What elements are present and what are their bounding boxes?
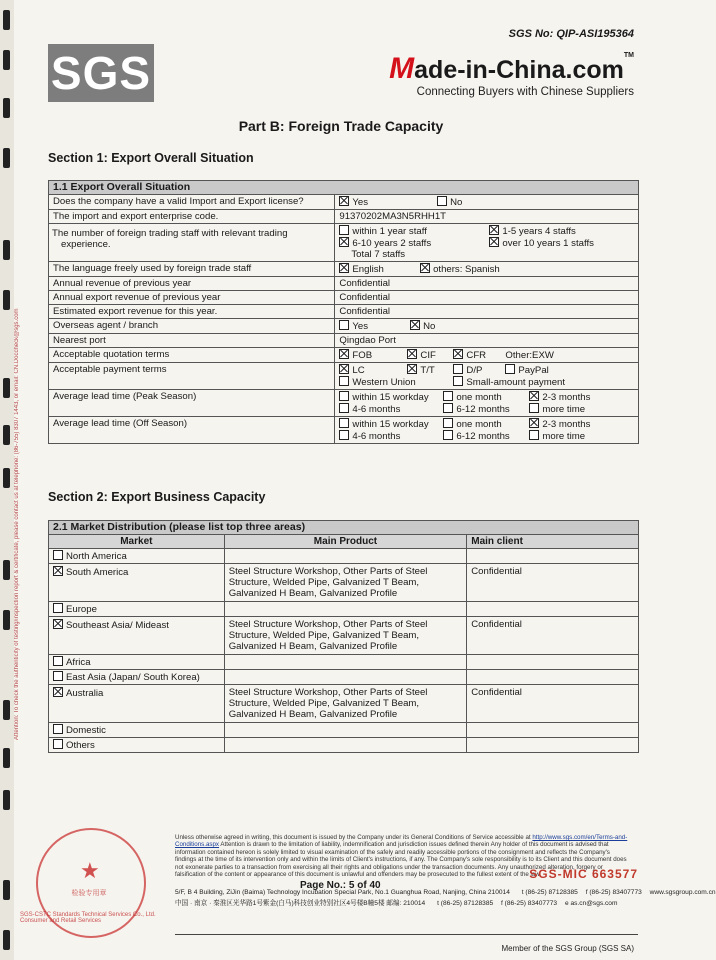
table-row bbox=[49, 549, 639, 564]
table-row bbox=[49, 363, 639, 390]
option-label: PayPal bbox=[518, 365, 549, 376]
stamp-caption: SGS-CSTC Standards Technical Services Co., Ltd. Consumer and Retail Services bbox=[20, 912, 156, 924]
client-cell bbox=[467, 723, 639, 738]
checkbox[interactable] bbox=[339, 430, 349, 440]
market-name: East Asia (Japan/ South Korea) bbox=[66, 672, 200, 683]
client-cell: Confidential bbox=[467, 564, 639, 602]
binding-hole bbox=[3, 148, 10, 168]
checkbox-checked[interactable] bbox=[53, 619, 63, 629]
checkbox[interactable] bbox=[443, 403, 453, 413]
export-overall-table bbox=[48, 180, 639, 444]
option-label: one month bbox=[456, 392, 502, 403]
option-label: 6-12 months bbox=[456, 431, 510, 442]
binding-hole bbox=[3, 468, 10, 488]
table-row bbox=[49, 723, 639, 738]
table-row bbox=[49, 655, 639, 670]
binding-hole bbox=[3, 290, 10, 310]
table-row bbox=[49, 685, 639, 723]
market-name: Africa bbox=[66, 657, 91, 668]
table-row bbox=[49, 617, 639, 655]
market-distribution-table bbox=[48, 520, 639, 753]
market-name: Europe bbox=[66, 604, 97, 615]
option-label: CFR bbox=[466, 350, 487, 361]
client-cell: Confidential bbox=[467, 617, 639, 655]
table-row bbox=[49, 277, 639, 291]
option-label: D/P bbox=[466, 365, 483, 376]
export-revenue-value: Confidential bbox=[335, 291, 639, 305]
address-block bbox=[175, 887, 716, 909]
checkbox-checked[interactable] bbox=[339, 263, 349, 273]
option-label: over 10 years 1 staffs bbox=[502, 238, 594, 249]
mic-tagline: Connecting Buyers with Chinese Suppliers bbox=[416, 86, 634, 98]
table-row bbox=[49, 348, 639, 363]
email: e as.cn@sgs.com bbox=[564, 900, 618, 907]
checkbox-checked[interactable] bbox=[339, 349, 349, 359]
binding-hole bbox=[3, 98, 10, 118]
product-cell: Steel Structure Workshop, Other Parts of Steel Structure, Welded Pipe, Galvanized T Beam, Galvanized H Beam, Galvanized Profile bbox=[224, 564, 467, 602]
checkbox[interactable] bbox=[339, 418, 349, 428]
checkbox[interactable] bbox=[53, 603, 63, 613]
product-cell bbox=[224, 655, 467, 670]
license-question: Does the company have a valid Import and Export license? bbox=[49, 195, 335, 210]
option-label: 6-12 months bbox=[456, 404, 510, 415]
mic-logo-m: M bbox=[389, 52, 415, 85]
market-name: Southeast Asia/ Mideast bbox=[66, 620, 169, 631]
table-row bbox=[49, 564, 639, 602]
agent-question: Overseas agent / branch bbox=[49, 319, 335, 334]
market-name: Others bbox=[66, 740, 95, 751]
checkbox[interactable] bbox=[339, 403, 349, 413]
checkbox-checked[interactable] bbox=[489, 225, 499, 235]
address-cn: 中国 · 南京 · 秦淮区光华路1号紫金(白马)科技创业特别社区4号楼B幢5楼 邮编: 210014 bbox=[175, 900, 426, 907]
fax: f (86-25) 83407773 bbox=[501, 900, 558, 907]
binding-hole bbox=[3, 700, 10, 720]
code-question: The import and export enterprise code. bbox=[49, 210, 335, 224]
footer-divider bbox=[175, 934, 638, 935]
binding-hole bbox=[3, 425, 10, 445]
checkbox-checked[interactable] bbox=[410, 320, 420, 330]
option-label: LC bbox=[352, 365, 365, 376]
checkbox[interactable] bbox=[53, 656, 63, 666]
option-label: within 15 workday bbox=[352, 392, 429, 403]
checkbox-checked[interactable] bbox=[529, 391, 539, 401]
product-cell bbox=[224, 549, 467, 564]
table-row bbox=[49, 305, 639, 319]
section2-title: Section 2: Export Business Capacity bbox=[48, 490, 266, 504]
code-value: 91370202MA3N5RHH1T bbox=[335, 210, 639, 224]
market-cell bbox=[49, 738, 225, 753]
table-row bbox=[49, 602, 639, 617]
language-question: The language freely used by foreign trade staff bbox=[49, 262, 335, 277]
option-label: No bbox=[450, 197, 463, 208]
product-cell bbox=[224, 738, 467, 753]
table-row bbox=[49, 390, 639, 417]
disclaimer-text: Unless otherwise agreed in writing, this document is issued by the Company under its General Conditions of Service accessible at bbox=[175, 834, 531, 841]
disclaimer-text: Attention is drawn to the limitation of liability, indemnification and jurisdiction issues defined therein Any holder of this document is advised that information contained hereon is solely limited to visual examination of the safely and readily accessible portions of the consignment and reflects the Company's findings at the time of its intervention only and within the limits of Client's instructions, if any. The Company's sole responsibility is to its Client and this document does not exonerate parties to a transaction from exercising all their rights and obligations under the transaction documents. Any unauthorized alteration, forgery or falsification of the content or appearance of this document is unlawful and offenders may be prosecuted to the fullest extent of the law. bbox=[175, 841, 627, 879]
checkbox[interactable] bbox=[453, 364, 463, 374]
client-cell bbox=[467, 549, 639, 564]
binding-hole bbox=[3, 240, 10, 260]
option-label: 4-6 months bbox=[352, 431, 401, 442]
tel: t (86-25) 87128385 bbox=[437, 900, 494, 907]
checkbox[interactable] bbox=[529, 430, 539, 440]
part-title: Part B: Foreign Trade Capacity bbox=[238, 118, 444, 134]
option-label: one month bbox=[456, 419, 502, 430]
stamp-text: 检验专用章 bbox=[71, 890, 107, 897]
table-row bbox=[49, 224, 639, 262]
client-cell bbox=[467, 670, 639, 685]
sgs-number: SGS No: QIP-ASI195364 bbox=[508, 28, 634, 40]
checkbox-checked[interactable] bbox=[489, 237, 499, 247]
binding-hole bbox=[3, 930, 10, 950]
market-cell bbox=[49, 685, 225, 723]
checkbox-checked[interactable] bbox=[53, 566, 63, 576]
trademark-mark: TM bbox=[623, 52, 634, 59]
option-label: English bbox=[352, 264, 384, 275]
checkbox-checked[interactable] bbox=[339, 196, 349, 206]
market-cell bbox=[49, 723, 225, 738]
binding-hole bbox=[3, 50, 10, 70]
staff-question: The number of foreign trading staff with relevant trading experience. bbox=[49, 224, 335, 262]
option-label: others: Spanish bbox=[433, 264, 500, 275]
sgs-mic-number: SGS-MIC 663577 bbox=[529, 867, 638, 881]
table-row bbox=[49, 195, 639, 210]
client-cell bbox=[467, 655, 639, 670]
market-name: North America bbox=[66, 551, 127, 562]
export-revenue-question: Annual export revenue of previous year bbox=[49, 291, 335, 305]
checkbox[interactable] bbox=[53, 550, 63, 560]
col-client: Main client bbox=[467, 535, 639, 549]
address-en: 5/F, B 4 Building, ZiJin (Baima) Technology Incubation Special Park, No.1 Guanghua Road, Nanjing, China 210014 bbox=[175, 889, 510, 896]
binding-hole bbox=[3, 790, 10, 810]
market-cell bbox=[49, 617, 225, 655]
peak-lead-question: Average lead time (Peak Season) bbox=[49, 390, 335, 417]
option-label: 6-10 years 2 staffs bbox=[352, 238, 432, 249]
table-title: 2.1 Market Distribution (please list top three areas) bbox=[49, 521, 639, 535]
product-cell bbox=[224, 670, 467, 685]
table-row bbox=[49, 262, 639, 277]
market-cell bbox=[49, 549, 225, 564]
table-title: 1.1 Export Overall Situation bbox=[49, 181, 639, 195]
sgs-logo: SGS bbox=[48, 44, 154, 102]
authenticity-notice: Attention: To check the authenticity of testing/inspection report & certificate, please contact us at telephone: (86-755) 8307 1443, or email: CN.Doccheck@sgs.com bbox=[14, 308, 20, 740]
product-cell bbox=[224, 602, 467, 617]
payment-question: Acceptable payment terms bbox=[49, 363, 335, 390]
client-cell bbox=[467, 738, 639, 753]
table-row bbox=[49, 210, 639, 224]
website: www.sgsgroup.com.cn bbox=[649, 889, 716, 896]
checkbox-checked[interactable] bbox=[529, 418, 539, 428]
fax: f (86-25) 83407773 bbox=[585, 889, 642, 896]
product-cell: Steel Structure Workshop, Other Parts of Steel Structure, Welded Pipe, Galvanized T Beam, Galvanized H Beam, Galvanized Profile bbox=[224, 617, 467, 655]
binding-hole bbox=[3, 748, 10, 768]
binding-hole bbox=[3, 10, 10, 30]
option-label: within 1 year staff bbox=[352, 226, 427, 237]
option-label: more time bbox=[542, 431, 586, 442]
option-label: Small-amount payment bbox=[466, 377, 566, 388]
estimated-revenue-value: Confidential bbox=[335, 305, 639, 319]
table-row bbox=[49, 319, 639, 334]
mic-logo-text: ade-in-China.com bbox=[414, 56, 624, 84]
market-cell bbox=[49, 670, 225, 685]
market-name: Australia bbox=[66, 688, 104, 699]
checkbox[interactable] bbox=[339, 376, 349, 386]
estimated-revenue-question: Estimated export revenue for this year. bbox=[49, 305, 335, 319]
market-cell bbox=[49, 655, 225, 670]
option-label: T/T bbox=[420, 365, 435, 376]
checkbox-checked[interactable] bbox=[53, 687, 63, 697]
market-name: South America bbox=[66, 567, 129, 578]
col-product: Main Product bbox=[224, 535, 467, 549]
option-label: Western Union bbox=[352, 377, 416, 388]
option-label: FOB bbox=[352, 350, 373, 361]
member-line: Member of the SGS Group (SGS SA) bbox=[501, 944, 634, 953]
market-cell bbox=[49, 564, 225, 602]
binding-hole bbox=[3, 378, 10, 398]
table-row bbox=[49, 670, 639, 685]
checkbox-checked[interactable] bbox=[453, 349, 463, 359]
checkbox-checked[interactable] bbox=[339, 364, 349, 374]
port-value: Qingdao Port bbox=[335, 334, 639, 348]
checkbox[interactable] bbox=[443, 418, 453, 428]
terms-link[interactable]: http://www.sgs.com/en/Terms-and-Conditions.aspx bbox=[175, 834, 628, 849]
stamp-star-icon: ★ bbox=[80, 858, 100, 883]
option-label: CIF bbox=[420, 350, 436, 361]
product-cell: Steel Structure Workshop, Other Parts of Steel Structure, Welded Pipe, Galvanized T Beam, Galvanized H Beam, Galvanized Profile bbox=[224, 685, 467, 723]
market-rows bbox=[49, 549, 639, 753]
checkbox-checked[interactable] bbox=[407, 364, 417, 374]
checkbox[interactable] bbox=[437, 196, 447, 206]
checkbox[interactable] bbox=[53, 739, 63, 749]
checkbox[interactable] bbox=[443, 391, 453, 401]
table-row bbox=[49, 738, 639, 753]
binding-hole bbox=[3, 560, 10, 580]
binding-hole bbox=[3, 610, 10, 630]
checkbox[interactable] bbox=[53, 671, 63, 681]
option-label: Yes bbox=[352, 321, 369, 332]
option-label: 1-5 years 4 staffs bbox=[502, 226, 576, 237]
port-question: Nearest port bbox=[49, 334, 335, 348]
checkbox[interactable] bbox=[339, 320, 349, 330]
checkbox[interactable] bbox=[339, 225, 349, 235]
client-cell: Confidential bbox=[467, 685, 639, 723]
option-label: 4-6 months bbox=[352, 404, 401, 415]
checkbox-checked[interactable] bbox=[339, 237, 349, 247]
option-label: Yes bbox=[352, 197, 369, 208]
revenue-value: Confidential bbox=[335, 277, 639, 291]
table-row bbox=[49, 291, 639, 305]
quotation-question: Acceptable quotation terms bbox=[49, 348, 335, 363]
option-label: Other:EXW bbox=[505, 350, 554, 361]
table-row bbox=[49, 417, 639, 444]
option-label: 2-3 months bbox=[542, 419, 591, 430]
option-label: more time bbox=[542, 404, 586, 415]
option-label: No bbox=[423, 321, 436, 332]
product-cell bbox=[224, 723, 467, 738]
checkbox[interactable] bbox=[53, 724, 63, 734]
checkbox[interactable] bbox=[339, 391, 349, 401]
page-number: Page No.: 5 of 40 bbox=[300, 880, 381, 891]
checkbox[interactable] bbox=[453, 376, 463, 386]
section1-title: Section 1: Export Overall Situation bbox=[48, 151, 254, 165]
client-cell bbox=[467, 602, 639, 617]
checkbox[interactable] bbox=[505, 364, 515, 374]
tel: t (86-25) 87128385 bbox=[521, 889, 578, 896]
table-row bbox=[49, 334, 639, 348]
made-in-china-logo bbox=[389, 52, 634, 86]
staff-total: Total 7 staffs bbox=[351, 249, 406, 260]
market-name: Domestic bbox=[66, 725, 106, 736]
revenue-question: Annual revenue of previous year bbox=[49, 277, 335, 291]
col-market: Market bbox=[49, 535, 225, 549]
checkbox[interactable] bbox=[529, 403, 539, 413]
option-label: within 15 workday bbox=[352, 419, 429, 430]
market-cell bbox=[49, 602, 225, 617]
option-label: 2-3 months bbox=[542, 392, 591, 403]
binding-hole bbox=[3, 880, 10, 900]
checkbox-checked[interactable] bbox=[420, 263, 430, 273]
off-lead-question: Average lead time (Off Season) bbox=[49, 417, 335, 444]
checkbox[interactable] bbox=[443, 430, 453, 440]
checkbox-checked[interactable] bbox=[407, 349, 417, 359]
